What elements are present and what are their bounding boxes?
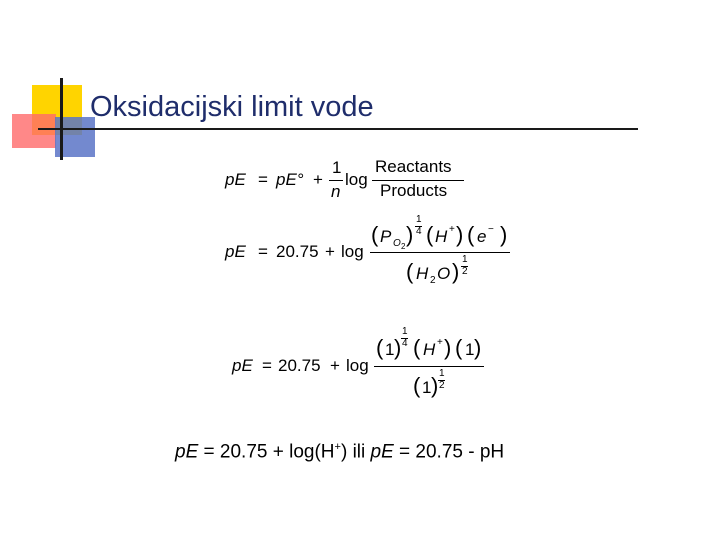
eq3-num-exp-bot: 4: [402, 338, 408, 349]
eq1-term: pE°: [276, 170, 304, 189]
eq3-paren: ): [474, 335, 482, 360]
eq2-paren: ): [452, 259, 460, 284]
eq1-equals: =: [258, 170, 268, 189]
eq3-const: 20.75: [278, 356, 321, 375]
eq2-den-h: H: [416, 264, 429, 283]
eq1-plus: +: [313, 170, 323, 189]
slide-title: Oksidacijski limit vode: [90, 91, 374, 123]
eq2-num-exp-top: 1: [416, 214, 422, 225]
eq2-const: 20.75: [276, 242, 319, 261]
eq3-paren: (: [376, 335, 384, 360]
eq1-coef-bar: [329, 180, 343, 181]
eq2-paren: ): [500, 222, 508, 247]
eq3-frac-bar: [374, 366, 484, 367]
eq3-lhs: pE: [232, 356, 253, 375]
eq3-plus: +: [330, 356, 340, 375]
eq1-num: Reactants: [375, 157, 452, 176]
eq3-num-h-sup: +: [437, 337, 443, 348]
decor-vertical-line: [60, 78, 63, 160]
eq2-plus: +: [325, 242, 335, 261]
eq3-log: log: [346, 356, 369, 375]
eq1-lhs: pE: [225, 170, 246, 189]
result-var-1: pE: [175, 441, 199, 463]
eq3-paren: ): [431, 373, 439, 398]
decor-red-square: [12, 114, 56, 148]
eq2-num-h: H: [435, 227, 448, 246]
result-sup: +: [334, 441, 341, 453]
eq2-num-p-sub: O: [393, 238, 401, 249]
eq3-num-one: 1: [385, 340, 395, 359]
result-joiner: ili: [352, 441, 366, 463]
eq3-paren: (: [413, 373, 421, 398]
eq3-num-exp-top: 1: [402, 326, 408, 337]
eq2-num-exp-bot: 4: [416, 226, 422, 237]
eq2-equals: =: [258, 242, 268, 261]
result-var-2: pE: [370, 441, 394, 463]
result-expr-1: = 20.75 + log(H: [198, 441, 335, 463]
eq2-den-exp-bot: 2: [462, 266, 468, 277]
eq3-paren: (: [455, 335, 463, 360]
eq2-num-p-sub2: 2: [401, 242, 406, 251]
eq3-paren: ): [444, 335, 452, 360]
eq2-den-h-sub: 2: [430, 275, 436, 286]
eq2-num-e-sup: −: [488, 224, 494, 235]
result-line: [175, 441, 504, 463]
title-underline: [38, 128, 638, 130]
eq3-paren: (: [413, 335, 421, 360]
eq2-log: log: [341, 242, 364, 261]
eq3-den-exp-top: 1: [439, 368, 445, 379]
result-expr-2: = 20.75 - pH: [393, 441, 505, 463]
eq2-den-exp-top: 1: [462, 254, 468, 265]
eq2-num-e: e: [477, 227, 487, 246]
eq2-paren: (: [406, 259, 414, 284]
eq2-num-h-sup: +: [449, 224, 455, 235]
eq3-equals: =: [262, 356, 272, 375]
eq2-num-p: P: [380, 227, 392, 246]
eq2-paren: ): [456, 222, 464, 247]
eq2-paren: (: [467, 222, 475, 247]
eq2-frac-bar: [370, 252, 510, 253]
eq3-den-one: 1: [422, 378, 432, 397]
eq1-coef-num: 1: [332, 158, 342, 177]
eq2-paren: (: [426, 222, 434, 247]
eq2-paren: (: [371, 222, 379, 247]
eq2-den-o: O: [437, 264, 451, 283]
eq1-den: Products: [380, 181, 448, 200]
eq3-num-one2: 1: [465, 340, 475, 359]
eq1-coef-den: n: [331, 182, 341, 201]
result-close: ): [340, 441, 348, 463]
eq2-lhs: pE: [225, 242, 246, 261]
eq1-log: log: [345, 170, 368, 189]
eq3-paren: ): [394, 335, 402, 360]
eq2-paren: ): [406, 222, 414, 247]
eq3-den-exp-bot: 2: [439, 380, 445, 391]
eq3-num-h: H: [423, 340, 436, 359]
